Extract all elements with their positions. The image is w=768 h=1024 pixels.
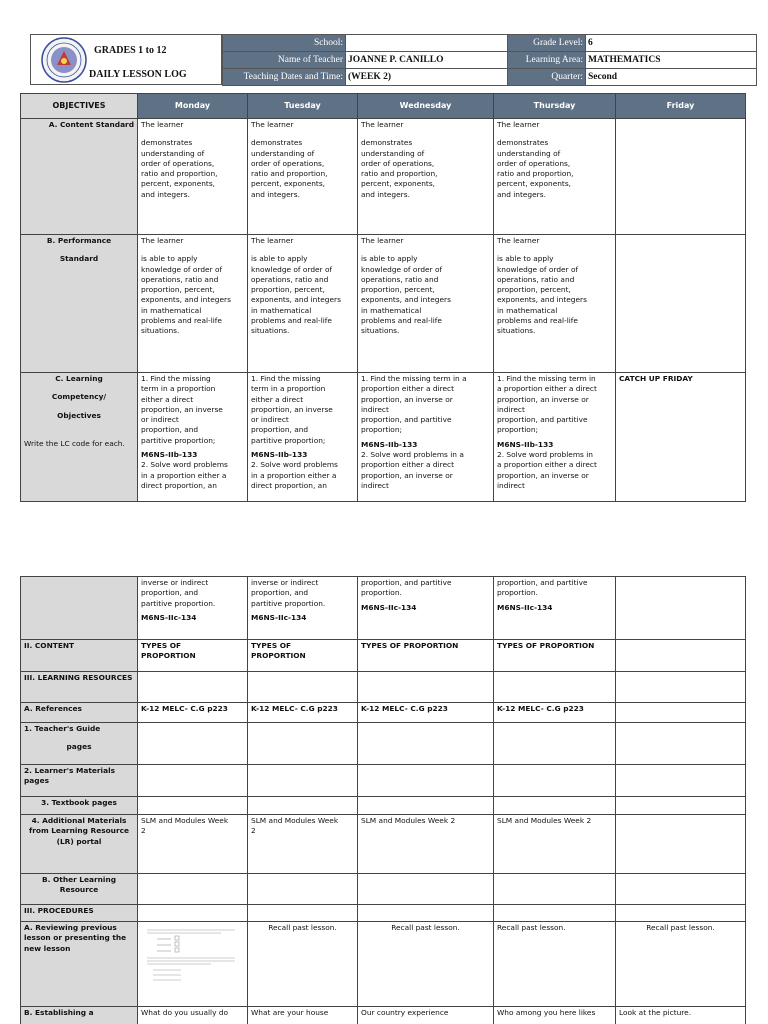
table-cell: SLM and Modules Week 2	[248, 815, 358, 874]
table-row	[21, 922, 746, 1007]
table-cell	[248, 905, 358, 922]
table-cell	[138, 922, 248, 1007]
performance-standard-label: B. Performance Standard	[21, 235, 138, 373]
table-cell: SLM and Modules Week 2	[358, 815, 494, 874]
grades-label: GRADES 1 to 12	[94, 45, 167, 56]
objectives-table	[20, 93, 746, 502]
table-row	[21, 235, 746, 373]
catch-up-friday: CATCH UP FRIDAY	[616, 373, 746, 502]
additional-materials-label: 4. Additional Materials from Learning Resource (LR) portal	[21, 815, 138, 874]
learning-competency-label: C. Learning Competency/ Objectives Write the LC code for each.	[21, 373, 138, 502]
table-cell: Who among you here likes	[494, 1007, 616, 1024]
grade-level-label: Grade Level:	[508, 35, 586, 52]
table-cell	[494, 874, 616, 905]
table-cell	[616, 235, 746, 373]
dates-label: Teaching Dates and Time:	[223, 69, 346, 86]
table-cell: Our country experience	[358, 1007, 494, 1024]
procedures-label: III. PROCEDURES	[21, 905, 138, 922]
table-cell	[616, 874, 746, 905]
table-cell: 1. Find the missing term in a proportion either a direct proportion, an inverse or indirect proportion, and partitive proportion; M6NS-IIb-133 2. Solve word problems in a proportion either a direct proportion, an	[138, 373, 248, 502]
teachers-guide-label: 1. Teacher's Guide pages	[21, 723, 138, 765]
table-cell	[138, 874, 248, 905]
col-friday: Friday	[616, 94, 746, 119]
table-cell	[358, 797, 494, 815]
table-cell	[616, 765, 746, 797]
table-cell: 1. Find the missing term in a proportion either a direct proportion, an inverse or indirect proportion, and partitive proportion; M6NS-IIb-133 2. Solve word problems in a proportion either a direct proportion, an inverse or indirect	[494, 373, 616, 502]
table-cell	[616, 815, 746, 874]
teacher-label: Name of Teacher	[223, 52, 346, 69]
col-objectives: OBJECTIVES	[21, 94, 138, 119]
table-cell: SLM and Modules Week 2	[494, 815, 616, 874]
other-resources-label: B. Other Learning Resource	[21, 874, 138, 905]
table-cell	[358, 672, 494, 703]
table-cell: 1. Find the missing term in a proportion either a direct proportion, an inverse or indirect proportion, and partitive proportion; M6NS-IIb-133 2. Solve word problems in a proportion either a direct proportion, an	[248, 373, 358, 502]
table-cell	[616, 672, 746, 703]
table-row	[21, 703, 746, 723]
table-cell	[616, 797, 746, 815]
learning-resources-label: III. LEARNING RESOURCES	[21, 672, 138, 703]
table-cell	[494, 723, 616, 765]
table-cell: TYPES OF PROPORTION	[494, 640, 616, 672]
table-row	[21, 577, 746, 640]
table-cell	[358, 765, 494, 797]
table-cell: What are your house	[248, 1007, 358, 1024]
table-row	[21, 765, 746, 797]
table-cell	[248, 765, 358, 797]
table-cell	[358, 874, 494, 905]
worksheet-thumbnail-icon	[141, 925, 241, 991]
grade-level-value: 6	[586, 35, 757, 52]
teacher-value: JOANNE P. CANILLO	[346, 52, 508, 69]
learning-area-label: Learning Area:	[508, 52, 586, 69]
col-thursday: Thursday	[494, 94, 616, 119]
table-cell: K-12 MELC- C.G p223	[358, 703, 494, 723]
table-cell: The learner is able to apply knowledge of order of operations, ratio and proportion, percent, exponents, and integers in mathematical problems and real-life situations.	[138, 235, 248, 373]
table-cell: What do you usually do	[138, 1007, 248, 1024]
dates-value: (WEEK 2)	[346, 69, 508, 86]
lc-code-note: Write the LC code for each.	[24, 438, 125, 448]
table-cell: proportion, and partitive proportion. M6NS-IIc-134	[494, 577, 616, 640]
table-row	[21, 723, 746, 765]
table-cell	[616, 723, 746, 765]
table-cell	[138, 797, 248, 815]
references-label: A. References	[21, 703, 138, 723]
textbook-pages-label: 3. Textbook pages	[21, 797, 138, 815]
table-cell: The learner demonstrates understanding of order of operations, ratio and proportion, percent, exponents, and integers.	[358, 119, 494, 235]
content-label: II. CONTENT	[21, 640, 138, 672]
reviewing-lesson-label: A. Reviewing previous lesson or presenting the new lesson	[21, 922, 138, 1007]
table-row	[21, 373, 746, 502]
table-cell: inverse or indirect proportion, and partitive proportion. M6NS-IIc-134	[248, 577, 358, 640]
table-row	[21, 815, 746, 874]
table-cell: Recall past lesson.	[248, 922, 358, 1007]
table-row	[21, 797, 746, 815]
table-row	[21, 874, 746, 905]
table-cell	[616, 119, 746, 235]
table-cell	[616, 703, 746, 723]
table-cell	[248, 874, 358, 905]
table-cell	[248, 672, 358, 703]
table-cell	[494, 797, 616, 815]
table-cell: TYPES OF PROPORTION	[138, 640, 248, 672]
table-row	[21, 1007, 746, 1024]
table-cell	[248, 723, 358, 765]
table-cell: The learner demonstrates understanding of order of operations, ratio and proportion, percent, exponents, and integers.	[494, 119, 616, 235]
table-cell	[248, 797, 358, 815]
table-cell: The learner demonstrates understanding of order of operations, ratio and proportion, percent, exponents, and integers.	[138, 119, 248, 235]
quarter-value: Second	[586, 69, 757, 86]
table-cell: K-12 MELC- C.G p223	[494, 703, 616, 723]
learners-materials-label: 2. Learner's Materials pages	[21, 765, 138, 797]
table-cell	[358, 723, 494, 765]
table-cell: Look at the picture.	[616, 1007, 746, 1024]
table-cell: The learner is able to apply knowledge of order of operations, ratio and proportion, percent, exponents, and integers in mathematical problems and real-life situations.	[358, 235, 494, 373]
table-cell: The learner is able to apply knowledge of order of operations, ratio and proportion, percent, exponents, and integers in mathematical problems and real-life situations.	[248, 235, 358, 373]
table-cell: Recall past lesson.	[616, 922, 746, 1007]
table-cell	[494, 672, 616, 703]
table-cell: SLM and Modules Week 2	[138, 815, 248, 874]
col-wednesday: Wednesday	[358, 94, 494, 119]
col-tuesday: Tuesday	[248, 94, 358, 119]
table-row	[21, 905, 746, 922]
content-resources-table	[20, 576, 746, 1024]
header-logo-box	[30, 34, 222, 85]
table-cell: Recall past lesson.	[494, 922, 616, 1007]
table-cell	[494, 905, 616, 922]
table-cell: Recall past lesson.	[358, 922, 494, 1007]
col-monday: Monday	[138, 94, 248, 119]
deped-seal-icon	[41, 37, 87, 83]
table-cell: K-12 MELC- C.G p223	[138, 703, 248, 723]
table-cell: The learner is able to apply knowledge of order of operations, ratio and proportion, percent, exponents, and integers in mathematical problems and real-life situations.	[494, 235, 616, 373]
table-cell	[138, 672, 248, 703]
content-standard-label: A. Content Standard	[21, 119, 138, 235]
table-cell: TYPES OF PROPORTION	[358, 640, 494, 672]
table-cell	[138, 765, 248, 797]
table-row	[21, 672, 746, 703]
table-cell: inverse or indirect proportion, and partitive proportion. M6NS-IIc-134	[138, 577, 248, 640]
table-cell	[358, 905, 494, 922]
table-row	[21, 119, 746, 235]
continued-label-cell	[21, 577, 138, 640]
establishing-purpose-label: B. Establishing a	[21, 1007, 138, 1024]
table-cell: The learner demonstrates understanding of order of operations, ratio and proportion, percent, exponents, and integers.	[248, 119, 358, 235]
table-row	[21, 640, 746, 672]
school-label: School:	[223, 35, 346, 52]
learning-area-value: MATHEMATICS	[586, 52, 757, 69]
table-cell	[616, 577, 746, 640]
daily-lesson-log-title: DAILY LESSON LOG	[89, 69, 187, 80]
table-cell: TYPES OF PROPORTION	[248, 640, 358, 672]
table-cell	[616, 640, 746, 672]
table-cell	[616, 905, 746, 922]
table-cell	[138, 723, 248, 765]
table-cell	[494, 765, 616, 797]
quarter-label: Quarter:	[508, 69, 586, 86]
table-cell: 1. Find the missing term in a proportion either a direct proportion, an inverse or indirect proportion, and partitive proportion; M6NS-IIb-133 2. Solve word problems in a proportion either a direct proportion, an inverse or indirect	[358, 373, 494, 502]
table-cell	[138, 905, 248, 922]
school-value	[346, 35, 508, 52]
table-cell: K-12 MELC- C.G p223	[248, 703, 358, 723]
table-cell: proportion, and partitive proportion. M6NS-IIc-134	[358, 577, 494, 640]
header-info-table	[222, 34, 757, 86]
